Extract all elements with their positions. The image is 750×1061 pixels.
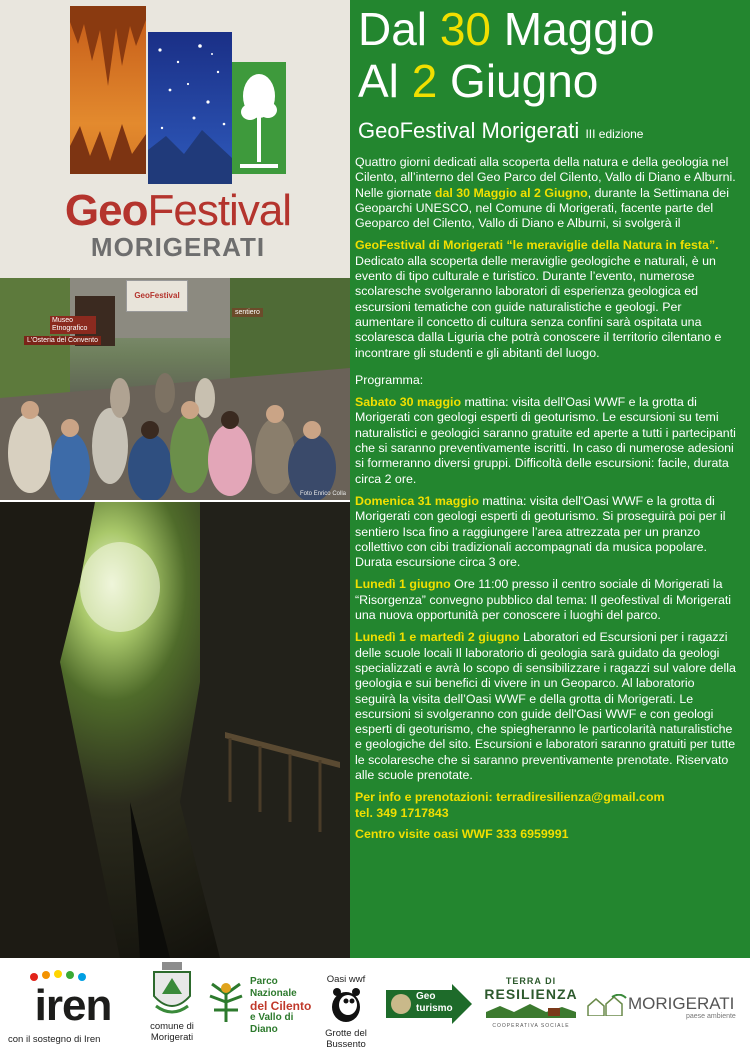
photo-credit: Foto Enrico Colla [299, 491, 346, 497]
program-day: Lunedì 1 giugno [355, 577, 451, 592]
logo-geo: Geo [64, 186, 148, 235]
logo-panel-blue [148, 32, 232, 184]
program-item-lunedi-martedi [355, 630, 737, 783]
contact-email[interactable]: Per info e prenotazioni: terradiresilienza@gmail.com [355, 790, 665, 805]
festival-subtitle [358, 118, 643, 144]
morigerati-wordmark: MORIGERATI [628, 994, 735, 1013]
terra-line-1: TERRA DI [505, 976, 557, 986]
body-text [355, 155, 737, 849]
parco-plant-icon [206, 980, 246, 1024]
geofestival-logo [0, 0, 350, 278]
comune-caption-2: Morigerati [150, 1032, 194, 1043]
festival-name: GeoFestival di Morigerati “le meraviglie della Natura in festa”. [355, 238, 719, 253]
sponsor-footer [0, 958, 750, 1061]
terra-line-2: RESILIENZA [484, 986, 578, 1002]
iren-caption: con il sostegno di Iren [8, 1034, 101, 1045]
subtitle-text: GeoFestival Morigerati [358, 118, 580, 143]
sign-geo-text: GeoFestival [134, 291, 180, 300]
logo-wordmark [28, 186, 328, 263]
date-start-number: 30 [439, 3, 491, 55]
hikers-photo [0, 278, 350, 500]
program-text: mattina: visita dell'Oasi WWF e la grotta di Morigerati con geologi esperti di geoturismo. Si proseguirà poi per il sentiero Isca fino a raggiungere l’area attrezzata per un pranzo collettivo con cibi tradizionali accompagnati da musica popolare. Durata escursione circa 3 ore. [355, 493, 726, 570]
date-line-1 [358, 4, 655, 54]
program-item-lunedi [355, 577, 737, 623]
houses-icon [586, 994, 628, 1016]
edition-text: III edizione [585, 127, 644, 141]
iren-wordmark: iren [34, 981, 112, 1030]
landscape-icon [486, 1002, 576, 1018]
program-day: Sabato 30 maggio [355, 395, 462, 410]
comune-caption-1: comune di [150, 1021, 194, 1032]
program-item-domenica [355, 494, 737, 570]
parco-line-3: e Vallo di Diano [250, 1012, 294, 1035]
geoturismo-line-1: Geo [416, 991, 436, 1002]
program-day: Domenica 31 maggio [355, 493, 479, 508]
left-column [0, 0, 350, 958]
date-line-1-a: Dal [358, 3, 440, 55]
iren-logo [8, 970, 138, 1045]
grotte-caption-1: Grotte del [325, 1028, 367, 1039]
terra-di-resilienza-logo [484, 976, 578, 1029]
geoturismo-text [416, 991, 453, 1015]
parco-text [250, 976, 316, 1036]
sign-museo: Museo Etnografico [50, 316, 96, 334]
date-end-number: 2 [411, 55, 438, 107]
cave-photo [0, 502, 350, 958]
logo-panel-orange [70, 6, 146, 174]
logo-festival: Festival [147, 186, 292, 235]
geoturismo-logo [386, 984, 472, 1024]
program-text: mattina: visita dell'Oasi WWF e la grotta di Morigerati con geologi esperti di geoturismo. Le escursioni su temi naturalistici e geologici saranno gratuite ed aperte a tutti i partecipanti che si saranno preventivamente iscritti. In caso di numerose adesioni si formeranno diversi gruppi. Difficoltà delle escursioni: facile, durata circa 2 ore. [355, 395, 736, 486]
parco-line-1: Parco Nazionale [250, 976, 297, 999]
parco-line-2: del Cilento [250, 999, 312, 1013]
comune-logo [142, 962, 202, 1043]
comune-crest-icon [150, 962, 194, 1016]
description: Dedicato alla scoperta delle meraviglie geologiche e naturali, è un evento di tipo culturale e turistico. Durante l’evento, numerose scolaresche svolgeranno laboratori di esperienza geologica ed escursioni tematiche con guide naturalistiche e geologi. Per aumentare il concetto di cultura senza confini sarà ospitata una scolaresca dalla Liguria che potrà conoscere il territorio cilentano e incontrare gli studenti e gli abitanti del luogo. [355, 253, 722, 360]
intro-text-2: , durante la Settimana dei Geoparchi UNESCO, nel Comune di Morigerati, facente parte del Geoparco del Cilento, Vallo di Diano e Alburni, si svolgerà il [355, 185, 729, 231]
wwf-caption-top: Oasi wwf [326, 974, 366, 985]
terra-line-3: COOPERATIVA SOCIALE [492, 1023, 570, 1029]
panda-icon [328, 985, 364, 1023]
parco-logo [206, 976, 316, 1036]
intro-paragraph [355, 155, 737, 231]
logo-panel-green [232, 62, 286, 174]
wwf-logo [318, 974, 374, 1050]
date-line-1-b: Maggio [490, 3, 655, 55]
date-line-2-b: Giugno [437, 55, 599, 107]
geoturismo-line-2: turismo [416, 1003, 453, 1014]
programma-label: Programma: [355, 372, 424, 387]
contact-phone[interactable]: tel. 349 1717843 [355, 805, 449, 820]
sign-osteria: L'Osteria del Convento [24, 336, 101, 345]
intro-dates: dal 30 Maggio al 2 Giugno [434, 185, 588, 200]
info-panel [350, 0, 750, 958]
date-line-2 [358, 56, 598, 106]
intro-text-1: Quattro giorni dedicati alla scoperta della natura e della geologia nel Cilento, all’interno del Geo Parco del Cilento, Vallo di Diano e Alburni. Nelle giornate [355, 155, 736, 200]
sign-sentiero: sentiero [232, 308, 263, 317]
sign-geofestival [126, 280, 188, 312]
morigerati-logo [586, 992, 746, 1022]
program-item-sabato [355, 395, 737, 487]
logo-place: MORIGERATI [90, 232, 266, 262]
grotte-caption-2: Bussento [326, 1039, 366, 1050]
morigerati-subtitle: paese ambiente [686, 1013, 736, 1020]
contact-info [355, 790, 737, 821]
contact-wwf[interactable]: Centro visite oasi WWF 333 6959991 [355, 826, 569, 841]
date-line-2-a: Al [358, 55, 412, 107]
program-text: Ore 11:00 presso il centro sociale di Morigerati la “Risorgenza” convegno pubblico dal tema: Il geofestival di Morigerati una nuova opportunità per conoscere i luoghi del parco. [355, 577, 732, 623]
program-day: Lunedì 1 e martedì 2 giugno [355, 630, 520, 645]
program-text: Laboratori ed Escursioni per i ragazzi delle scuole locali Il laboratorio di geologia sarà guidato da geologi specializzati e avrà lo scopo di sensibilizzare i ragazzi sul valore della geologia e sui benefici di vivere in un Geoparco. Al laboratorio seguirà la visita dell’Oasi WWF e della grotta di Morigerati. Le escursioni si svolgeranno con guide dell'Oasi WWF e con geologi esperti di geoturismo, che spiegheranno le particolarità naturalistiche e geologiche del sito. Escursioni e laboratori saranno gratuiti per tutte le scolaresche che si saranno preventivamente prenotate. Riservato alle scuole prenotate. [355, 630, 736, 782]
